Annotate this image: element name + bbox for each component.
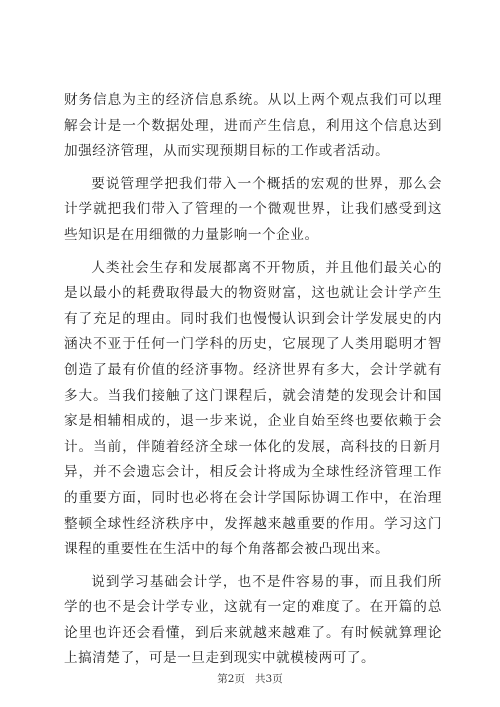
paragraph-continued: 财务信息为主的经济信息系统。从以上两个观点我们可以理解会计是一个数据处理，进而产生信息，利用这个信息达到加强经济管理，从而实现预期目标的工作或者活动。 [64,92,442,160]
paragraph-learning-difficulty: 说到学习基础会计学，也不是件容易的事，而且我们所学的也不是会计学专业，这就有一定的难度了。在开篇的总论里也许还会看懂，到后来就越来越难了。有时候就算理论上搞清楚了，可是一旦走到现实中就模棱两可了。 [64,573,442,667]
page-number-current: 第2页 [217,673,245,685]
document-body [64,88,442,679]
page-number-total: 共3页 [255,673,283,685]
page-footer [0,672,500,686]
paragraph-accounting-importance: 人类社会生存和发展都离不开物质，并且他们最关心的是以最小的耗费取得最大的物资财富，这也就让会计学产生有了充足的理由。同时我们也慢慢认识到会计学发展史的内涵决不亚于任何一门学科的历史，它展现了人类用聪明才智创造了最有价值的经济事物。经济世界有多大，会计学就有多大。当我们接触了这门课程后，就会清楚的发现会计和国家是相辅相成的，退一步来说，企业自始至终也要依赖于会计。当前，伴随着经济全球一体化的发展，高科技的日新月异，并不会遗忘会计，相反会计将成为全球性经济管理工作的重要方面，同时也必将在会计学国际协调工作中，在治理整顿全球性经济秩序中，发挥越来越重要的作用。学习这门课程的重要性在生活中的每个角落都会被凸现出来。 [64,259,442,558]
paragraph-management-perspective: 要说管理学把我们带入一个概括的宏观的世界，那么会计学就把我们带入了管理的一个微观世界，让我们感受到这些知识是在用细微的力量影响一个企业。 [64,175,442,243]
